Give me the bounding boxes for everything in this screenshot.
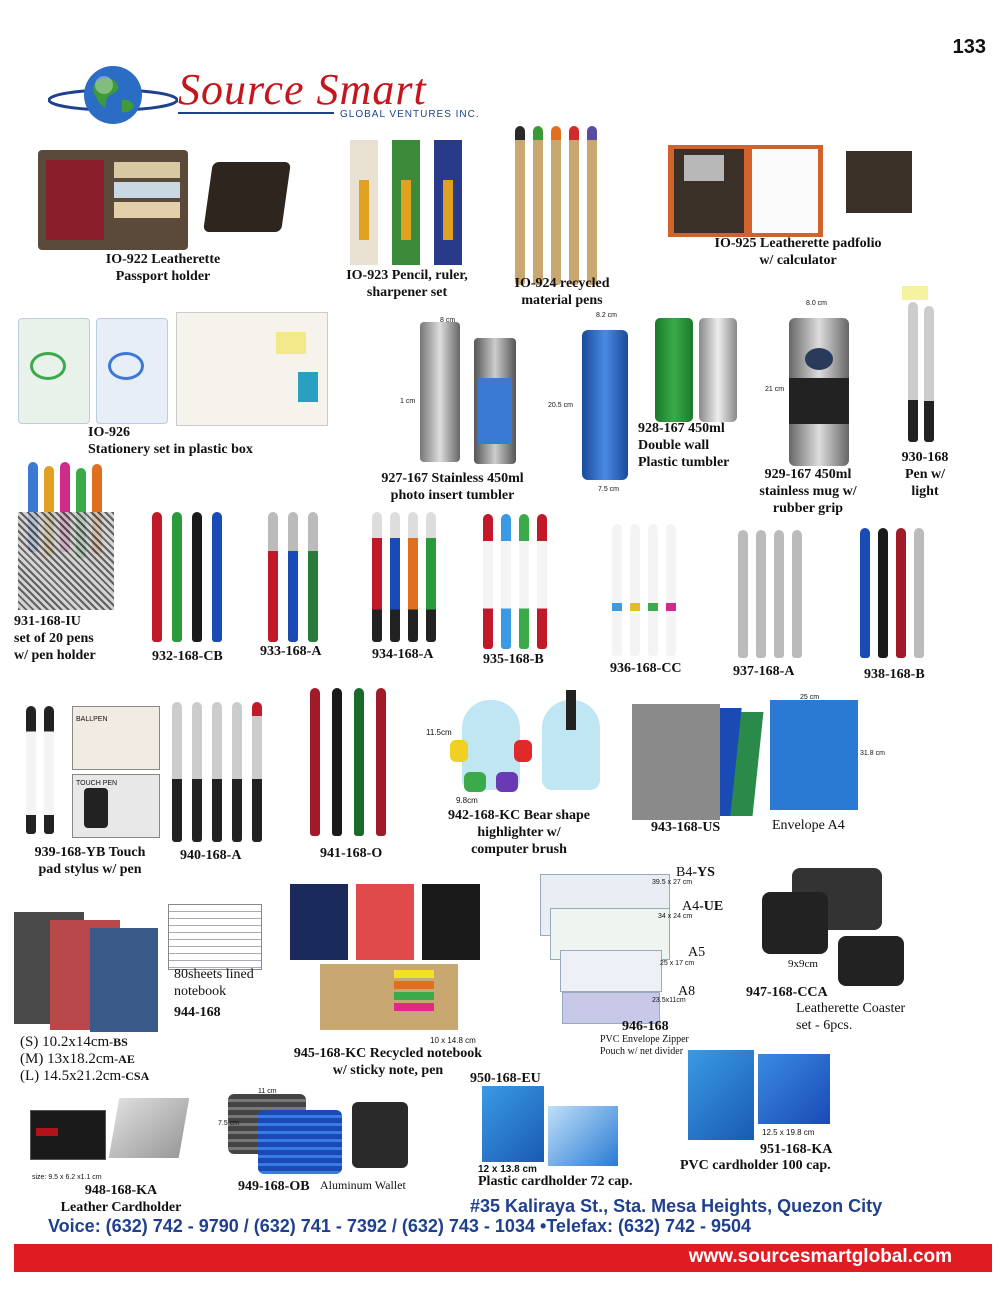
caption-950-code: 950-168-EU bbox=[470, 1071, 541, 1086]
stainless-mug-image bbox=[785, 308, 855, 468]
envelope-a4-image bbox=[770, 700, 858, 810]
folders-943-image bbox=[632, 704, 762, 822]
stainless-tumbler-image bbox=[398, 312, 523, 472]
passport-holder-image bbox=[38, 150, 288, 250]
dim-943-width: 25 cm bbox=[800, 694, 820, 701]
pvc-pouches-image bbox=[540, 874, 670, 1024]
aluminum-wallet-image bbox=[228, 1094, 418, 1182]
caption-939: 939-168-YB Touch pad stylus w/ pen bbox=[34, 845, 146, 877]
leather-cardholder-image bbox=[30, 1098, 190, 1170]
caption-io923: IO-923 Pencil, ruler, sharpener set bbox=[346, 268, 468, 300]
dim-943-height: 31.8 cm bbox=[860, 750, 885, 757]
company-address: #35 Kaliraya St., Sta. Mesa Heights, Quezon City bbox=[470, 1196, 883, 1216]
pouch-dim-b4: 39.5 x 27 cm bbox=[652, 879, 693, 886]
caption-935: 935-168-B bbox=[483, 652, 544, 667]
caption-928: 928-167 450ml Double wall Plastic tumbler bbox=[638, 421, 730, 470]
dim-949-width: 11 cm bbox=[258, 1088, 277, 1095]
dim-942-height: 11.5cm bbox=[426, 728, 452, 737]
pouch-dim-a5: 25 x 17 cm bbox=[660, 960, 695, 967]
caption-938: 938-168-B bbox=[864, 667, 925, 682]
pens-932-image bbox=[152, 512, 232, 642]
dim-928-width: 8.2 cm bbox=[596, 312, 618, 319]
double-wall-tumblers-image bbox=[655, 312, 745, 422]
dim-927-width: 8 cm bbox=[440, 317, 456, 324]
dim-948: size: 9.5 x 6.2 x1.1 cm bbox=[32, 1174, 102, 1181]
dim-929-width: 8.0 cm bbox=[806, 300, 828, 307]
caption-934: 934-168-A bbox=[372, 647, 434, 662]
pouch-dim-a8: 23.5x11cm bbox=[652, 997, 686, 1004]
dim-929-height: 21 cm bbox=[765, 386, 785, 393]
caption-950-desc: Plastic cardholder 72 cap. bbox=[478, 1174, 633, 1189]
pens-938-image bbox=[860, 528, 930, 658]
dim-945: 10 x 14.8 cm bbox=[430, 1036, 476, 1045]
pens-933-image bbox=[268, 512, 328, 642]
caption-936: 936-168-CC bbox=[610, 661, 682, 676]
caption-927: 927-167 Stainless 450ml photo insert tumbler bbox=[381, 471, 524, 503]
caption-942: 942-168-KC Bear shape highlighter w/ computer brush bbox=[447, 808, 591, 857]
caption-945: 945-168-KC Recycled notebook w/ sticky note, pen bbox=[293, 1046, 483, 1078]
caption-932: 932-168-CB bbox=[152, 649, 223, 664]
notebook-sizes: (S) 10.2x14cm-BS (M) 13x18.2cm-AE (L) 14.5x21.2cm-CSA bbox=[20, 1034, 150, 1084]
caption-929: 929-167 450ml stainless mug w/ rubber grip bbox=[759, 467, 857, 516]
contact-numbers: Voice: (632) 742 - 9790 / (632) 741 - 7392 / (632) 743 - 1034 •Telefax: (632) 742 - 9504 bbox=[48, 1216, 752, 1236]
caption-930: 930-168 Pen w/ light bbox=[901, 450, 949, 499]
brand-subtitle: GLOBAL VENTURES INC. bbox=[340, 109, 480, 120]
caption-949-desc: Aluminum Wallet bbox=[320, 1178, 406, 1192]
pens-934-image bbox=[372, 512, 442, 642]
caption-940: 940-168-A bbox=[180, 848, 242, 863]
pouch-dim-a4: 34 x 24 cm bbox=[658, 913, 693, 920]
caption-937: 937-168-A bbox=[733, 664, 795, 679]
plastic-cardholder-72-image bbox=[482, 1086, 618, 1166]
caption-931: 931-168-IU set of 20 pens w/ pen holder bbox=[14, 614, 96, 663]
globe-icon bbox=[48, 60, 178, 130]
caption-946-code: 946-168 bbox=[622, 1019, 669, 1034]
label-ballpen: BALLPEN bbox=[76, 716, 108, 723]
brand-name: Source Smart bbox=[178, 65, 427, 114]
light-pen-image bbox=[902, 286, 947, 446]
caption-946-desc: PVC Envelope Zipper Pouch w/ net divider bbox=[600, 1034, 689, 1057]
caption-io924: IO-924 recycled material pens bbox=[514, 276, 610, 308]
pens-935-image bbox=[483, 514, 553, 649]
pouch-size-a4: A4-UE bbox=[682, 899, 724, 914]
pens-936-image bbox=[612, 524, 682, 656]
recycled-pens-image bbox=[515, 126, 605, 271]
caption-io922: IO-922 Leatherette Passport holder bbox=[105, 252, 221, 284]
pens-940-image bbox=[172, 702, 272, 842]
coasters-image bbox=[762, 868, 912, 986]
dim-928-height: 20.5 cm bbox=[548, 402, 573, 409]
pencil-ruler-set-image bbox=[350, 140, 470, 265]
plastic-tumbler-blue-image bbox=[578, 318, 633, 483]
dim-928-base: 7.5 cm bbox=[598, 486, 620, 493]
stationery-set-image bbox=[18, 312, 328, 424]
pouch-size-a8: A8 bbox=[678, 984, 696, 999]
page-number: 133 bbox=[952, 36, 986, 58]
bear-highlighter-image bbox=[450, 690, 610, 795]
caption-io925: IO-925 Leatherette padfolio w/ calculator bbox=[714, 236, 882, 268]
caption-951-code: 951-168-KA bbox=[760, 1142, 833, 1157]
pen-holder-image bbox=[14, 462, 118, 612]
website-link[interactable]: www.sourcesmartglobal.com bbox=[688, 1246, 952, 1267]
dim-949-height: 7.5 cm bbox=[218, 1120, 240, 1127]
stylus-pen-image bbox=[22, 706, 162, 844]
caption-949-code: 949-168-OB bbox=[238, 1179, 310, 1194]
caption-947-code: 947-168-CCA bbox=[746, 985, 828, 1000]
pouch-size-a5: A5 bbox=[688, 945, 706, 960]
lined-notebook-image bbox=[168, 904, 262, 970]
caption-941: 941-168-O bbox=[320, 846, 383, 861]
pouch-size-b4: B4-YS bbox=[676, 865, 715, 880]
caption-944: 80sheets lined notebook 944-168 bbox=[174, 967, 254, 1020]
dim-927-height: 1 cm bbox=[400, 398, 416, 405]
pens-937-image bbox=[738, 530, 808, 658]
label-touchpen: TOUCH PEN bbox=[76, 780, 118, 787]
caption-947-desc: Leatherette Coaster set - 6pcs. bbox=[796, 1001, 906, 1033]
recycled-notebooks-image bbox=[290, 884, 490, 1034]
caption-951-desc: PVC cardholder 100 cap. bbox=[680, 1158, 831, 1173]
caption-943: 943-168-US bbox=[651, 820, 721, 835]
dim-951: 12.5 x 19.8 cm bbox=[762, 1128, 815, 1137]
caption-io926: IO-926 Stationery set in plastic box bbox=[88, 425, 253, 457]
padfolio-image bbox=[668, 145, 913, 237]
caption-948: 948-168-KA Leather Cardholder bbox=[60, 1183, 182, 1215]
pens-941-image bbox=[310, 688, 400, 836]
caption-envelope-a4: Envelope A4 bbox=[772, 818, 845, 833]
caption-933: 933-168-A bbox=[260, 644, 322, 659]
coaster-size: 9x9cm bbox=[788, 958, 818, 970]
ring-notebooks-image bbox=[14, 912, 160, 1032]
dim-950: 12 x 13.8 cm bbox=[478, 1164, 537, 1175]
dim-942-width: 9.8cm bbox=[456, 796, 478, 805]
